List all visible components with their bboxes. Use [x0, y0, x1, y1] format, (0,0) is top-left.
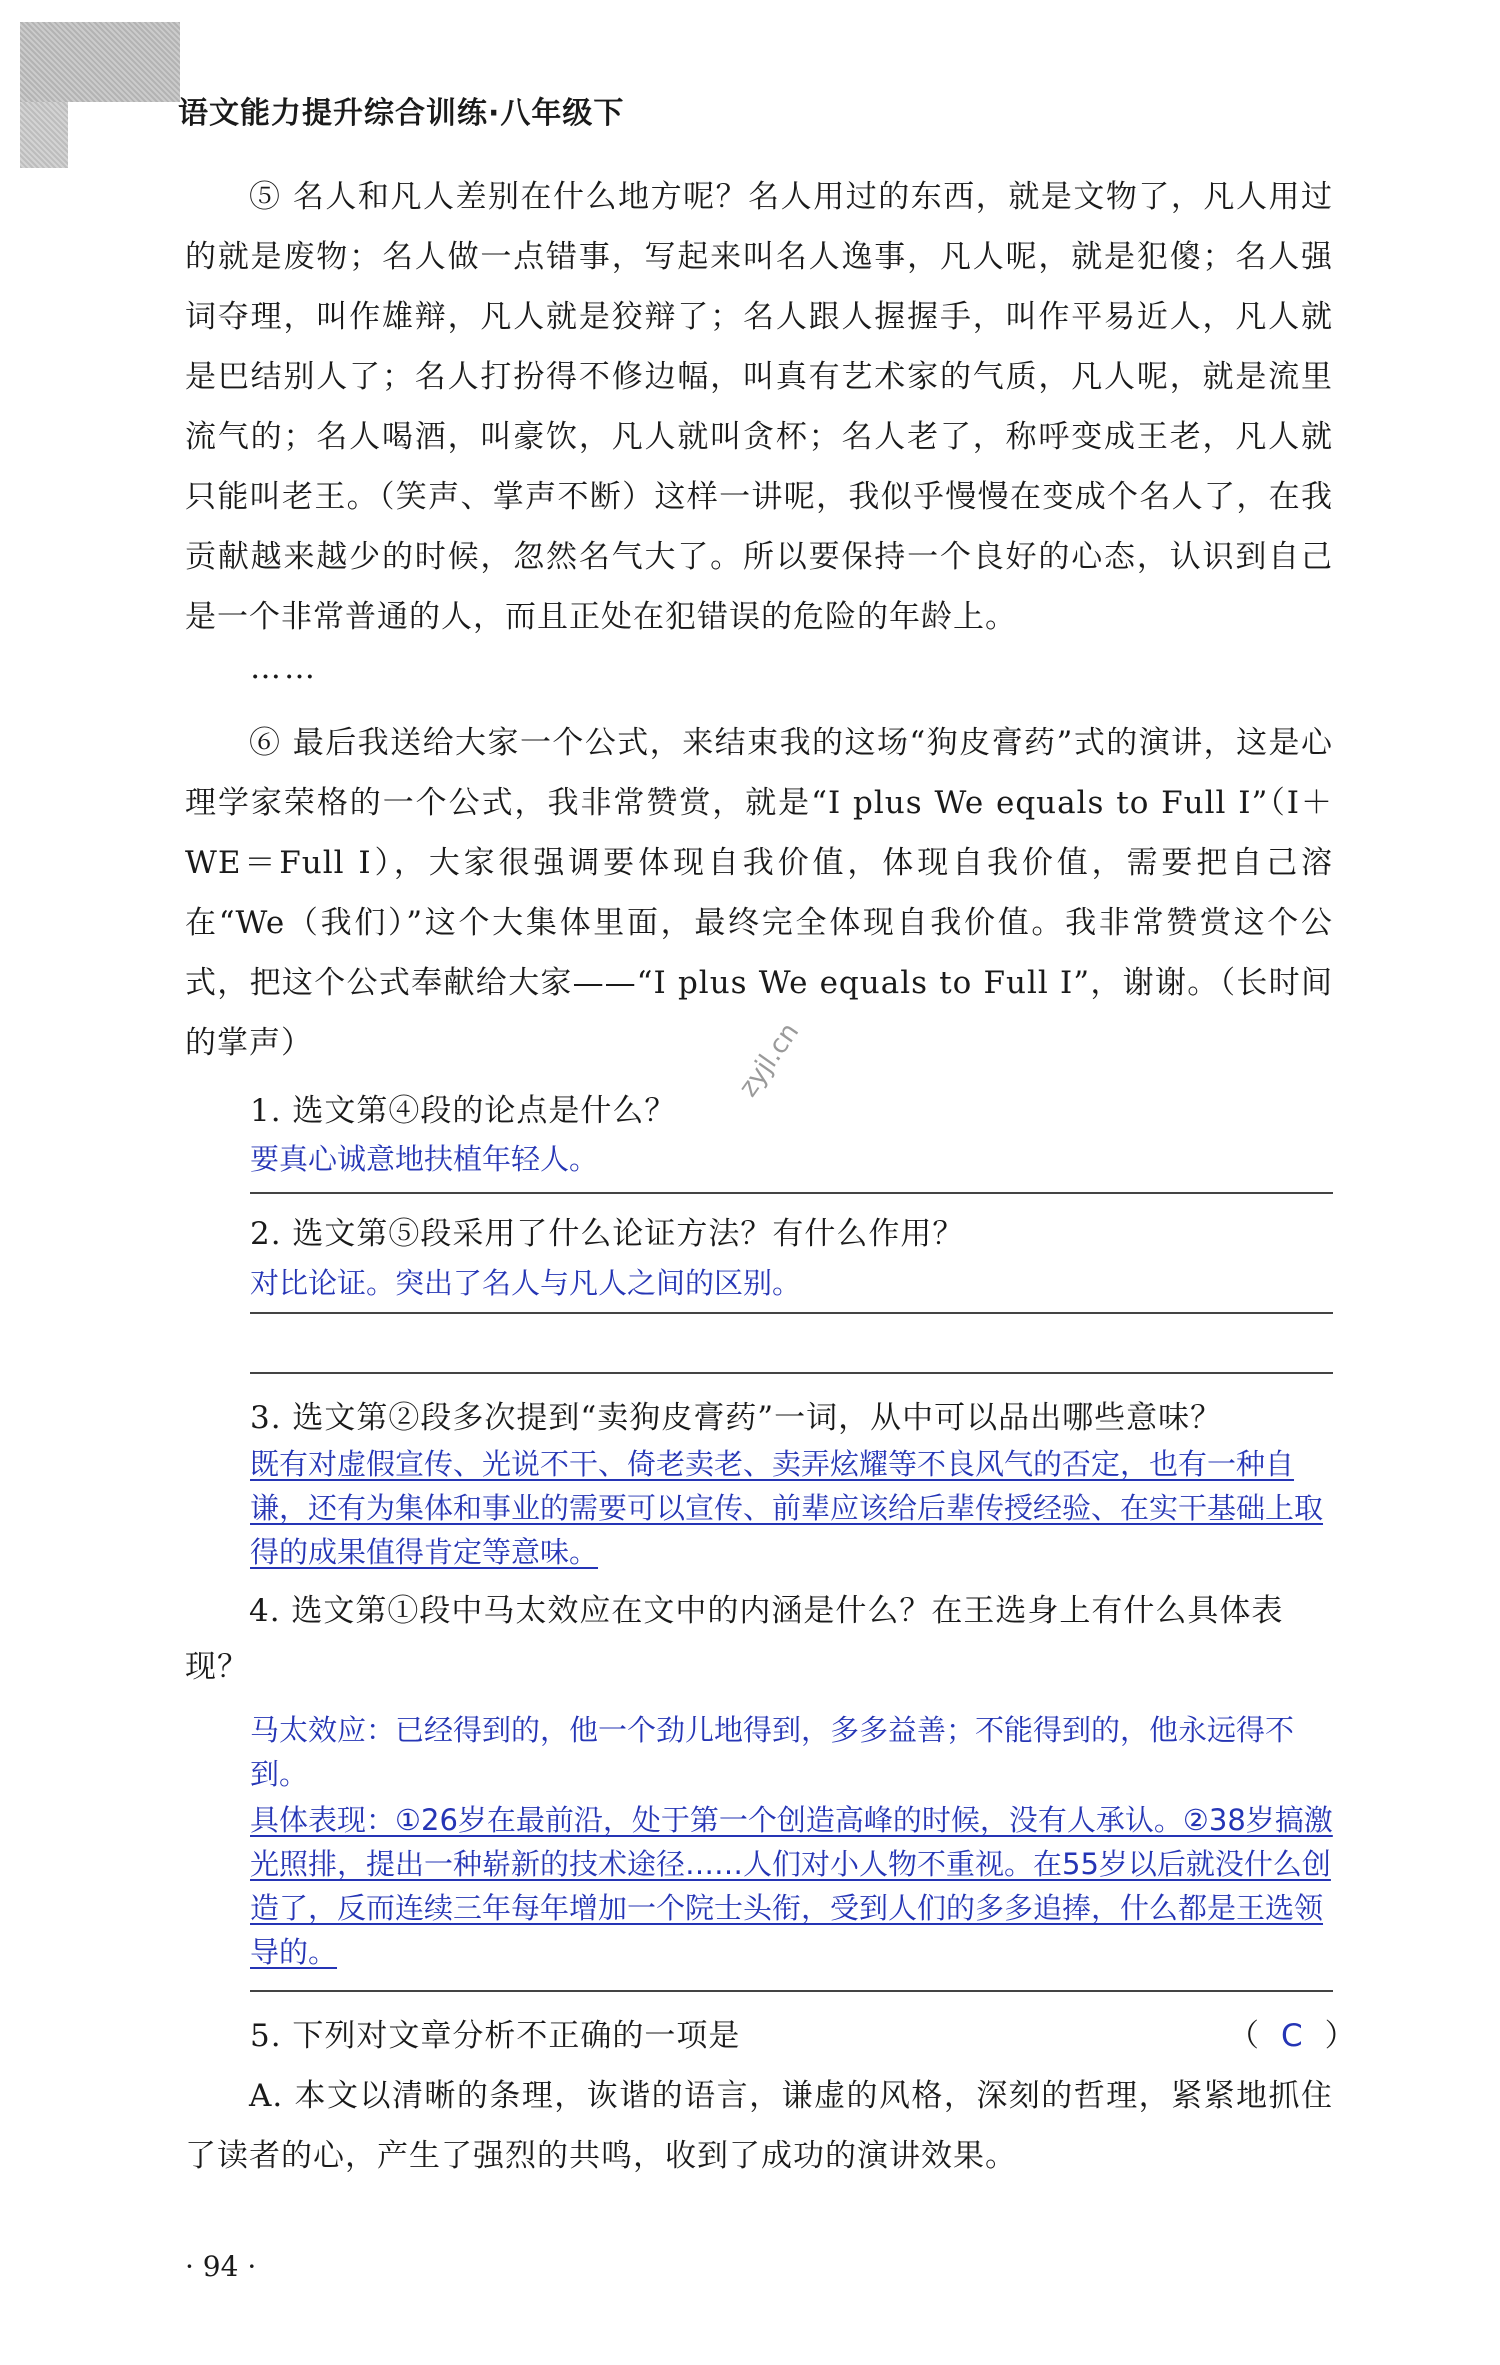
answer-2: 对比论证。突出了名人与凡人之间的区别。: [250, 1266, 802, 1300]
bracket-close: ）: [1324, 2018, 1356, 2054]
answer-5-choice: C: [1281, 2018, 1303, 2054]
page-number: · 94 ·: [185, 2250, 257, 2283]
question-1: 1. 选文第④段的论点是什么？: [250, 1093, 677, 1129]
answer-line: [250, 1990, 1333, 1992]
answer-line: [250, 1192, 1333, 1194]
answer-line: [250, 1372, 1333, 1374]
watermark: zyjl.cn: [733, 1017, 806, 1103]
paragraph-5: ⑤ 名人和凡人差别在什么地方呢？名人用过的东西，就是文物了，凡人用过的就是废物；名人做一点错事，写起来叫名人逸事，凡人呢，就是犯傻；名人强词夺理，叫作雄辩，凡人就是狡辩了；名人跟人握握手，叫作平易近人，凡人就是巴结别人了；名人打扮得不修边幅，叫真有艺术家的气质，凡人呢，就是流里流气的；名人喝酒，叫豪饮，凡人就叫贪杯；名人老了，称呼变成王老，凡人就只能叫老王。（笑声、掌声不断）这样一讲呢，我似乎慢慢在变成个名人了，在我贡献越来越少的时候，忽然名气大了。所以要保持一个良好的心态，认识到自己是一个非常普通的人，而且正处在犯错误的危险的年龄上。: [185, 179, 1333, 635]
answer-4-part-1: 马太效应：已经得到的，他一个劲儿地得到，多多益善；不能得到的，他永远得不到。: [250, 1713, 1295, 1791]
ellipsis: ……: [250, 650, 318, 686]
answer-bracket: [1228, 2010, 1356, 2055]
answer-3: 既有对虚假宣传、光说不干、倚老卖老、卖弄炫耀等不良风气的否定，也有一种自谦，还有为集体和事业的需要可以宣传、前辈应该给后辈传授经验、在实干基础上取得的成果值得肯定等意味。: [250, 1447, 1324, 1569]
question-5: 5. 下列对文章分析不正确的一项是: [250, 2018, 741, 2054]
answer-1: 要真心诚意地扶植年轻人。: [250, 1142, 599, 1176]
corner-decoration-side: [20, 102, 68, 168]
answer-line: [250, 1312, 1333, 1314]
book-title-header: 语文能力提升综合训练·八年级下: [178, 96, 625, 131]
bracket-open: （: [1228, 2018, 1259, 2054]
corner-decoration-top: [20, 22, 180, 102]
question-3: 3. 选文第②段多次提到“卖狗皮膏药”一词，从中可以品出哪些意味？: [250, 1400, 1223, 1436]
question-4: 4. 选文第①段中马太效应在文中的内涵是什么？在王选身上有什么具体表现？: [185, 1593, 1284, 1685]
question-2: 2. 选文第⑤段采用了什么论证方法？有什么作用？: [250, 1216, 965, 1252]
paragraph-6: ⑥ 最后我送给大家一个公式，来结束我的这场“狗皮膏药”式的演讲，这是心理学家荣格的一个公式，我非常赞赏，就是“I plus We equals to Full I”（I＋WE＝Full I），大家很强调要体现自我价值，体现自我价值，需要把自己溶在“We（我们）”这个大集体里面，最终完全体现自我价值。我非常赞赏这个公式，把这个公式奉献给大家——“I plus We equals to Full I”，谢谢。（长时间的掌声）: [185, 725, 1333, 1061]
answer-4-part-2: 具体表现：①26岁在最前沿，处于第一个创造高峰的时候，没有人承认。②38岁搞激光照排，提出一种崭新的技术途径……人们对小人物不重视。在55岁以后就没什么创造了，反而连续三年每年增加一个院士头衔，受到人们的多多追捧，什么都是王选领导的。: [250, 1803, 1333, 1969]
option-a: A. 本文以清晰的条理，诙谐的语言，谦虚的风格，深刻的哲理，紧紧地抓住了读者的心，产生了强烈的共鸣，收到了成功的演讲效果。: [185, 2078, 1333, 2174]
